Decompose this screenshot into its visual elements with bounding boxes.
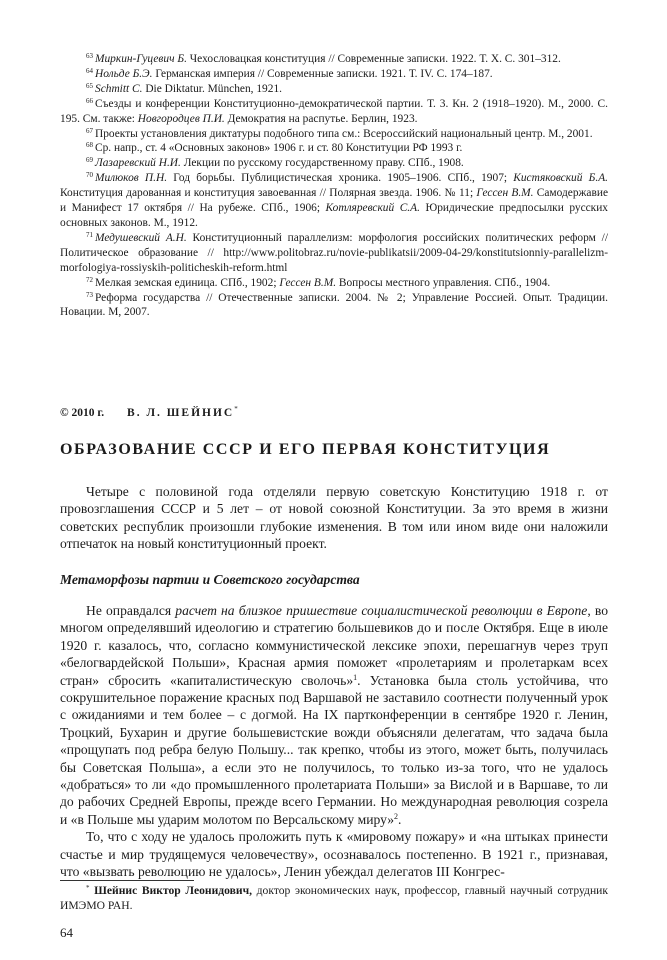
paragraph: То, что с ходу не удалось проложить путь к «мировому пожару» и «на штыках принести счастье и мир трудящемуся человечеству», осознавалось постепенно. В 1921 г., признавая, что «вызвать революцию не удалось», Ленин убеждал делегатов III Конгрес- — [60, 829, 608, 880]
author-note-mark: * — [234, 405, 238, 413]
footnote: $^{71}$ Медушевский А.Н. Конституционный параллелизм: морфология российских политических реформ // Политическое образование // http://www.politobraz.ru/novie-publikatsii/2009-04-29/konstitutsionniy-parallelizm-morfologiya-rossiyskih-politicheskih-reform.html — [60, 230, 608, 274]
footnote: $^{63}$ Миркин-Гуцевич Б. Чехословацкая конституция // Современные записки. 1922. Т. Х. С. 301–312. — [86, 52, 561, 65]
footnote: $^{67}$ Проекты установления диктатуры подобного типа см.: Всероссийский национальный центр. М., 2001. — [86, 126, 593, 140]
footnote: $^{73}$ Реформа государства // Отечественные записки. 2004. № 2; Управление Россией. Опыт. Традиции. Новации. М, 2007. — [60, 290, 608, 319]
article-title: ОБРАЗОВАНИЕ СССР И ЕГО ПЕРВАЯ КОНСТИТУЦИЯ — [60, 441, 551, 458]
footnotes-list — [60, 52, 608, 320]
footnote-divider — [60, 880, 194, 881]
footnote: $^{64}$ Нольде Б.Э. Германская империя // Современные записки. 1921. Т. IV. С. 174–187. — [86, 66, 493, 80]
footnote: $^{66}$ Съезды и конференции Конституционно-демократической партии. Т. 3. Кн. 2 (1918–1920). М., 2000. С. 195. См. также: Новгородцев П.И. Демократия на распутье. Берлин, 1923. — [60, 96, 608, 125]
copyright-year: © 2010 г. — [60, 407, 105, 419]
author-footnote: * Шейнис Виктор Леонидович, доктор экономических наук, профессор, главный научный сотрудник ИМЭМО РАН. — [60, 884, 608, 912]
section-heading: Метаморфозы партии и Советского государства — [60, 572, 360, 587]
article-author: В. Л. ШЕЙНИС — [127, 407, 235, 419]
paragraph: Не оправдался расчет на близкое пришествие социалистической революции в Европе, во многом определявший идеологию и стратегию большевиков до и после Октября. Еще в июле 1920 г. казалось, что, согласно коммунистической лексике эпохи, перешагнув через труп «белогвардейской Польши», Красная армия поможет «пролетариям и пролетаркам всех стран» сбросить «капиталистическую сволочь»$^1$. Установка была столь устойчива, что сокрушительное поражение красных под Варшавой не заставило соотнести полученный урок с ожиданиями и тем более – с догмой. На IX партконференции в сентябре 1920 г. Ленин, Троцкий, Бухарин и другие большевистские вожди объясняли делегатам, что задача была «прощупать под ребра белую Польшу... так крепко, чтобы из этого, может быть, получилась бы Советская Польша», а если это не получилось, то только из-за того, что не удалось «добраться» то ли «до промышленного пролетариата Польши» за Вислой и в Варшаве, то ли до рабочих Средней Европы, прежде всего Германии. Но международная революция созрела и «в Польше мы ударим молотом по Версальскому миру»$^2$. — [60, 603, 608, 827]
intro-paragraph: Четыре с половиной года отделяли первую советскую Конституцию 1918 г. от провозглашения СССР и 5 лет – от новой союзной Конституции. За это время в жизни советских республик произошли глубокие изменения. В том или ином виде они наложили отпечаток на новый конституционный проект. — [60, 484, 608, 552]
footnote: $^{69}$ Лазаревский Н.И. Лекции по русскому государственному праву. СПб., 1908. — [86, 156, 464, 170]
byline — [60, 405, 238, 419]
footnote: $^{65}$ Schmitt C. Die Diktatur. München, 1921. — [86, 81, 282, 95]
footnote: $^{70}$ Милюков П.Н. Год борьбы. Публицистическая хроника. 1905–1906. СПб., 1907; Кистяковский Б.А. Конституция дарованная и конституция завоеванная // Полярная звезда. 1906. № 11; Гессен В.М. Самодержавие и Манифест 17 октября // На рубеже. СПб., 1906; Котляревский С.А. Юридические предпосылки русских основных законов. М., 1912. — [60, 171, 609, 229]
body-text — [60, 602, 608, 881]
footnote: $^{68}$ Ср. напр., ст. 4 «Основных законов» 1906 г. и ст. 80 Конституции РФ 1993 г. — [86, 141, 463, 155]
page-number: 64 — [60, 925, 73, 940]
footnote: $^{72}$ Мелкая земская единица. СПб., 1902; Гессен В.М. Вопросы местного управления. СПб., 1904. — [86, 275, 551, 289]
